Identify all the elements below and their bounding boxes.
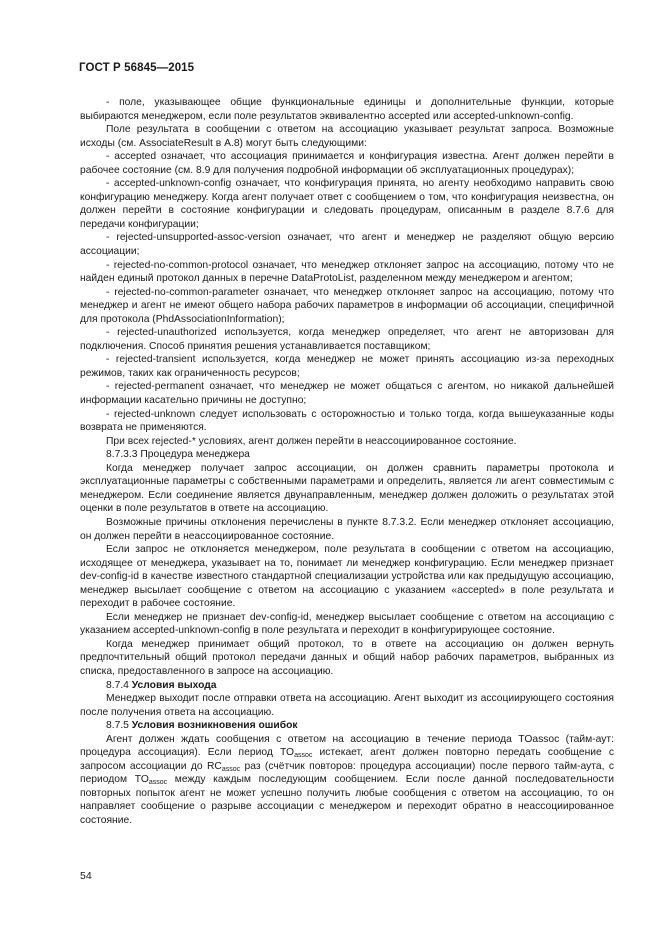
- list-item: - rejected-unknown следует использовать с осторожностью и только тогда, когда вышеуказанные коды возврата не применяются.: [80, 408, 614, 434]
- text-run: Агент должен ждать сообщения с ответом на ассоциацию в течение периода TOassoc (тайм-аут: процедура ассоциация). Если период TO: [80, 733, 614, 759]
- paragraph: Когда менеджер получает запрос ассоциации, он должен сравнить параметры протокола и эксплуатационные параметры с собственными параметрами и определить, является ли агент совместимым с менеджером. Если соединение является двунаправленным, менеджер должен доложить о результатах этой оценки в поле результатов в ответе на ассоциацию.: [80, 462, 614, 515]
- text-run: раз (счётчик повторов: процедура ассоциации) после первого тайм-аута, с периодом TO: [80, 760, 614, 786]
- list-item: - rejected-transient используется, когда менеджер не может принять ассоциацию из-за переходных режимов, таких как ограниченность ресурсов;: [80, 354, 614, 379]
- list-item: - accepted-unknown-config означает, что конфигурация принята, но агенту необходимо направить свою конфигурацию менеджеру. Когда агент получает ответ с сообщением о том, что конфигурация неизвестна, он должен перейти в состояние конфигурации и следовать процедурам, описанным в разделе 8.7.6 для передачи конфигурации;: [80, 178, 614, 230]
- paragraph: Когда менеджер принимает общий протокол, то в ответе на ассоциацию он должен вернуть предпочтительный общий протокол передачи данных и общий набор рабочих параметров, выбранных из списка, предоставленного в запросе на ассоциацию.: [80, 638, 614, 677]
- paragraph: Если менеджер не признает dev-config-id, менеджер высылает сообщение с ответом на ассоциацию с указанием accepted-unknown-config в поле результата и переходит в конфигурирующее состояние.: [80, 611, 614, 637]
- section-title: Условия возникновения ошибок: [131, 720, 298, 732]
- text-run: истекает, агент должен повторно передать сообщение с запросом ассоциации до RC: [80, 747, 614, 772]
- document-body: [80, 96, 614, 828]
- list-item: - rejected-unsupported-assoc-version означает, что агент и менеджер не разделяют общую версию ассоциации;: [80, 232, 614, 258]
- section-heading-8-7-3-3: 8.7.3.3 Процедура менеджера: [106, 449, 250, 461]
- paragraph: Если запрос не отклоняется менеджером, поле результата в сообщении с ответом на ассоциацию, исходящее от менеджера, указывает на то, понимает ли менеджер конфигурацию. Если менеджер признает dev-config-id в качестве известного стандартной специализации устройства или как предыдущую ассоциацию, менеджер высылает сообщение с ответом на ассоциацию с указанием «accepted» в поле результата и переходит в рабочее состояние.: [80, 544, 614, 610]
- paragraph: Поле результата в сообщении с ответом на ассоциацию указывает результат запроса. Возможные исходы (см. AssociateResult в A.8) могут быть следующими:: [80, 124, 614, 149]
- list-item: - rejected-no-common-parameter означает, что менеджер отклоняет запрос на ассоциацию, потому что менеджер и агент не имеют общего набора рабочих параметров в информации об ассоциации, специфичной для протокола (PhdAssociationInformation);: [80, 286, 614, 325]
- text-run: между каждым последующим сообщением. Если после данной последовательности повторных попыток агент не может успешно получить любые сообщения с ответом на ассоциацию, то он направляет сообщение о разрыве ассоциации с менеджером и переходит обратно в неассоциированное состояние.: [80, 774, 614, 826]
- section-number: 8.7.5: [106, 720, 129, 732]
- list-item: - accepted означает, что ассоциация принимается и конфигурация известна. Агент должен перейти в рабочее состояние (см. 8.9 для получения подробной информации об эксплуатационных процедурах);: [80, 151, 614, 176]
- section-number: 8.7.4: [106, 679, 129, 691]
- subscript: assoc: [221, 765, 241, 773]
- paragraph: - поле, указывающее общие функциональные единицы и дополнительные функции, которые выбираются менеджером, если поле результатов эквивалентно accepted или accepted-unknown-config.: [80, 97, 614, 122]
- paragraph: Возможные причины отклонения перечислены в пункте 8.7.3.2. Если менеджер отклоняет ассоциацию, он должен перейти в неассоциированное состояние.: [80, 516, 614, 542]
- subscript: assoc: [294, 752, 313, 760]
- document-header: ГОСТ Р 56845—2015: [79, 62, 195, 74]
- subscript: assoc: [148, 779, 168, 787]
- list-item: - rejected-unauthorized используется, когда менеджер определяет, что агент не авторизован для подключения. Способ принятия решения устанавливается поставщиком;: [80, 327, 614, 352]
- page-number: 54: [80, 870, 92, 882]
- section-title: Условия выхода: [131, 679, 217, 691]
- paragraph: При всех rejected-* условиях, агент должен перейти в неассоциированное состояние.: [106, 435, 517, 447]
- section-heading-8-7-5: [80, 719, 614, 733]
- paragraph: [80, 733, 614, 828]
- list-item: - rejected-permanent означает, что менеджер не может общаться с агентом, но никакой дальнейшей информации касательно причины не доступно;: [80, 381, 614, 407]
- section-heading-8-7-4: [80, 679, 614, 693]
- list-item: - rejected-no-common-protocol означает, что менеджер отклоняет запрос на ассоциацию, потому что не найден единый протокол данных в перечне DataProtoList, разделенном между менеджером и агентом;: [80, 259, 614, 285]
- paragraph: Менеджер выходит после отправки ответа на ассоциацию. Агент выходит из ассоциирующего состояния после получения ответа на ассоциацию.: [80, 693, 614, 718]
